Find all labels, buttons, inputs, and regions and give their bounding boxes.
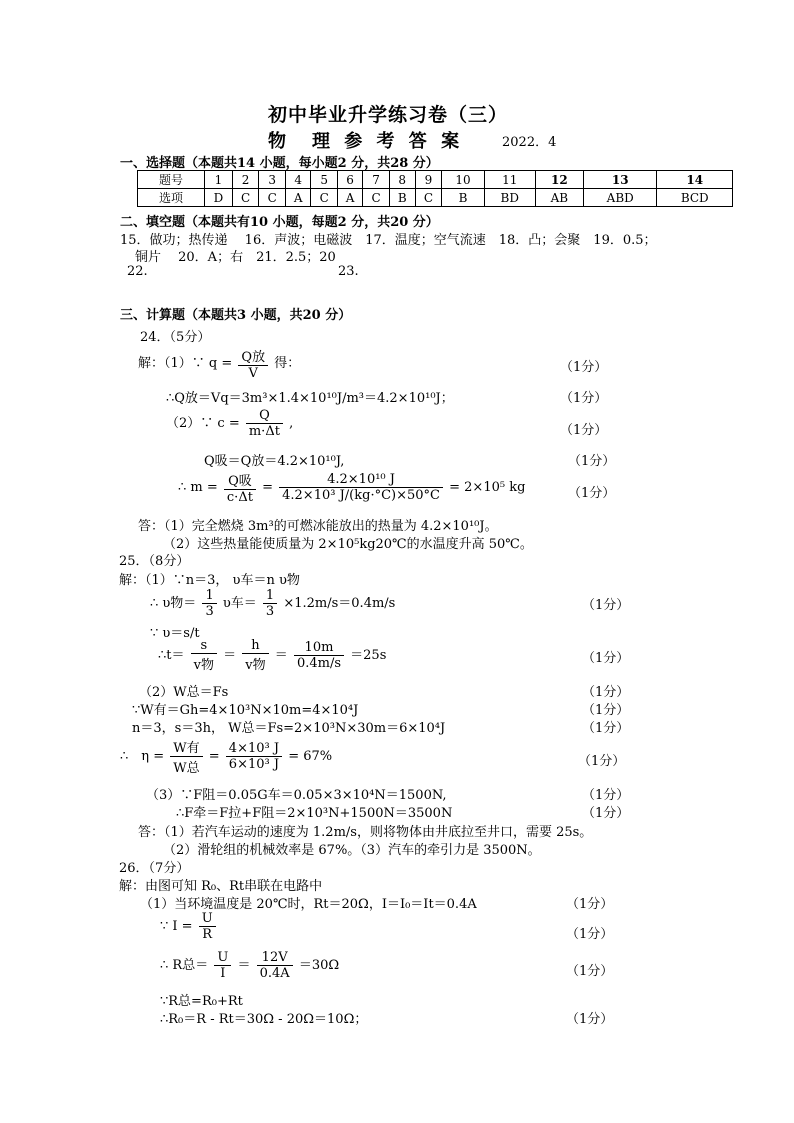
fraction: $\frac{10m}{0.4m/s}$	[294, 640, 344, 671]
answer-cell: BCD	[657, 189, 733, 207]
q26-step4: ∴ R总＝ $\frac{U}{I}$ ＝ $\frac{12V}{0.4A}$ ＝30Ω	[160, 950, 340, 981]
score-label: （1分）	[566, 964, 614, 979]
fill-answers-line1: 15．做功；热传递 16．声波；电磁波 17．温度；空气流速 18．凸；会聚 19．0.5；	[120, 233, 657, 248]
q24-step1: 解：（1）∵ q = $\frac{\text{Q放}}{V}$ 得：	[138, 346, 300, 381]
fraction: $\frac{\text{4.2×10¹⁰ J}}{\text{4.2×10³ J/(kg·°C)×50°C}}$	[279, 472, 443, 503]
q25-step4: ∴t＝ $\frac{s}{\text{v物}}$ ＝ $\frac{h}{\text{v物}}$ ＝ $\frac{10m}{0.4m/s}$ ＝25s	[158, 638, 387, 673]
fraction: $\frac{U}{I}$	[214, 950, 231, 981]
score-label: （1分）	[560, 391, 608, 406]
q24-answer2: （2）这些热量能使质量为 2×10⁵kg20℃的水温度升高 50℃。	[163, 537, 533, 552]
exam-date: 2022．4	[502, 135, 557, 150]
q25-step8: ∴ η = $\frac{\text{W有}}{\text{W总}}$ = $\frac{\text{4×10³ J}}{\text{6×10³ J}}$ = 67%	[120, 737, 332, 776]
q26-step6: ∴R₀＝R - Rt＝30Ω - 20Ω＝10Ω；	[160, 1012, 368, 1027]
question-number: 3	[259, 171, 286, 189]
answer-cell: AB	[535, 189, 583, 207]
q24-step3: （2）∵ c = $\frac{Q}{m\cdot\Delta t}$ ,	[166, 408, 294, 439]
score-label: （1分）	[568, 454, 616, 469]
answer-cell: A	[337, 189, 362, 207]
q26-step3: ∵ I = $\frac{U}{R}$	[160, 911, 218, 942]
answer-cell: C	[232, 189, 259, 207]
fraction: $\frac{U}{R}$	[199, 911, 216, 942]
answer-cell: D	[205, 189, 233, 207]
q25-step10: ∴F牵＝F拉+F阻＝2×10³N+1500N＝3500N	[176, 806, 453, 821]
question-number: 12	[535, 171, 583, 189]
score-label: （1分）	[566, 927, 614, 942]
q24-step4: Q吸＝Q放＝4.2×10¹⁰J,	[204, 454, 345, 469]
q25-step3: ∵ υ＝s/t	[150, 626, 200, 641]
answer-cell: C	[311, 189, 338, 207]
score-label: （1分）	[582, 685, 630, 700]
q25-step6: ∵W有＝Gh=4×10³N×10m=4×10⁴J	[132, 703, 359, 718]
answer-cell: B	[389, 189, 415, 207]
q26-label: 26．（7分）	[119, 861, 190, 876]
q24-answer1: 答：（1）完全燃烧 3m³的可燃冰能放出的热量为 4.2×10¹⁰J。	[138, 519, 498, 534]
answer-cell: A	[286, 189, 311, 207]
answer-cell: C	[415, 189, 442, 207]
q26-step2: （1）当环境温度是 20℃时，Rt＝20Ω，I＝I₀＝It＝0.4A	[140, 897, 477, 912]
fraction: $\frac{\text{W有}}{\text{W总}}$	[170, 737, 202, 776]
question-number: 8	[389, 171, 415, 189]
table-row	[138, 189, 733, 207]
question-number: 6	[337, 171, 362, 189]
answer-cell: C	[363, 189, 390, 207]
q25-answer2: （2）滑轮组的机械效率是 67%。（3）汽车的牵引力是 3500N。	[163, 843, 541, 858]
q26-step5: ∵R总=R₀+Rt	[160, 994, 243, 1009]
question-number: 9	[415, 171, 442, 189]
page-subtitle: 物 理 参 考 答 案	[268, 131, 464, 152]
question-number: 10	[442, 171, 485, 189]
question-number: 5	[311, 171, 338, 189]
fraction: $\frac{\text{Q放}}{V}$	[238, 346, 268, 381]
q25-step2: ∴ υ物＝ $\frac{1}{3}$ υ车＝ $\frac{1}{3}$ ×1.2m/s＝0.4m/s	[150, 588, 396, 619]
fraction: $\frac{\text{Q吸}}{c\cdot\Delta t}$	[224, 470, 256, 505]
answer-cell: BD	[484, 189, 535, 207]
fill-answers-line2: 铜片 20．A；右 21．2.5；20	[135, 250, 336, 265]
row-label: 选项	[138, 189, 205, 207]
score-label: （1分）	[582, 806, 630, 821]
q25-step5: （2）W总＝Fs	[139, 685, 229, 700]
q25-step1: 解：（1）∵n＝3， υ车＝n υ物	[119, 573, 300, 588]
fraction: $\frac{1}{3}$	[263, 588, 277, 619]
question-number: 1	[205, 171, 233, 189]
score-label: （1分）	[582, 598, 630, 613]
score-label: （1分）	[582, 703, 630, 718]
fraction: $\frac{s}{\text{v物}}$	[191, 638, 217, 673]
q25-step9: （3）∵F阻＝0.05G车＝0.05×3×10⁴N＝1500N,	[146, 788, 447, 803]
score-label: （1分）	[582, 651, 630, 666]
question-number: 14	[657, 171, 733, 189]
answer-table	[137, 170, 733, 207]
fraction: $\frac{\text{4×10³ J}}{\text{6×10³ J}}$	[226, 741, 282, 772]
answer-cell: ABD	[583, 189, 657, 207]
q25-step7: n＝3，s＝3h， W总＝Fs=2×10³N×30m＝6×10⁴J	[132, 721, 446, 736]
fraction: $\frac{Q}{m\cdot\Delta t}$	[246, 408, 283, 439]
question-22-label: 22.	[127, 264, 148, 279]
answer-cell: B	[442, 189, 485, 207]
score-label: （1分）	[582, 721, 630, 736]
row-label: 题号	[138, 171, 205, 189]
answer-cell: C	[259, 189, 286, 207]
question-23-label: 23.	[338, 264, 359, 279]
score-label: （1分）	[566, 897, 614, 912]
q24-step2: ∴Q放＝Vq＝3m³×1.4×10¹⁰J/m³＝4.2×10¹⁰J；	[166, 391, 454, 406]
page-title: 初中毕业升学练习卷（三）	[268, 104, 509, 126]
question-number: 2	[232, 171, 259, 189]
score-label: （1分）	[578, 754, 626, 769]
q25-label: 25．（8分）	[119, 554, 190, 569]
score-label: （1分）	[568, 486, 616, 501]
table-row	[138, 171, 733, 189]
q25-answer1: 答：（1）若汽车运动的速度为 1.2m/s，则将物体由井底拉至井口，需要 25s。	[138, 825, 593, 840]
fraction: $\frac{1}{3}$	[202, 588, 216, 619]
q24-step5: ∴ m = $\frac{\text{Q吸}}{c\cdot\Delta t}$ = $\frac{\text{4.2×10¹⁰ J}}{\text{4.2×10³ J/(kg·°C)×50°C}}$ = 2×10⁵ kg	[178, 472, 526, 505]
question-number: 11	[484, 171, 535, 189]
q24-label: 24．（5分）	[140, 330, 211, 345]
fraction: $\frac{h}{\text{v物}}$	[242, 638, 268, 673]
question-number: 4	[286, 171, 311, 189]
section1-heading: 一、选择题（本题共14 小题，每小题2 分，共28 分）	[120, 156, 439, 171]
q26-step1: 解：由图可知 R₀、Rt串联在电路中	[119, 879, 323, 894]
score-label: （1分）	[560, 423, 608, 438]
section3-heading: 三、计算题（本题共3 小题，共20 分）	[120, 308, 352, 323]
question-number: 13	[583, 171, 657, 189]
question-number: 7	[363, 171, 390, 189]
score-label: （1分）	[582, 788, 630, 803]
fraction: $\frac{12V}{0.4A}$	[257, 950, 293, 981]
score-label: （1分）	[560, 360, 608, 375]
score-label: （1分）	[566, 1012, 614, 1027]
section2-heading: 二、填空题（本题共有10 小题，每题2 分，共20 分）	[120, 215, 439, 230]
